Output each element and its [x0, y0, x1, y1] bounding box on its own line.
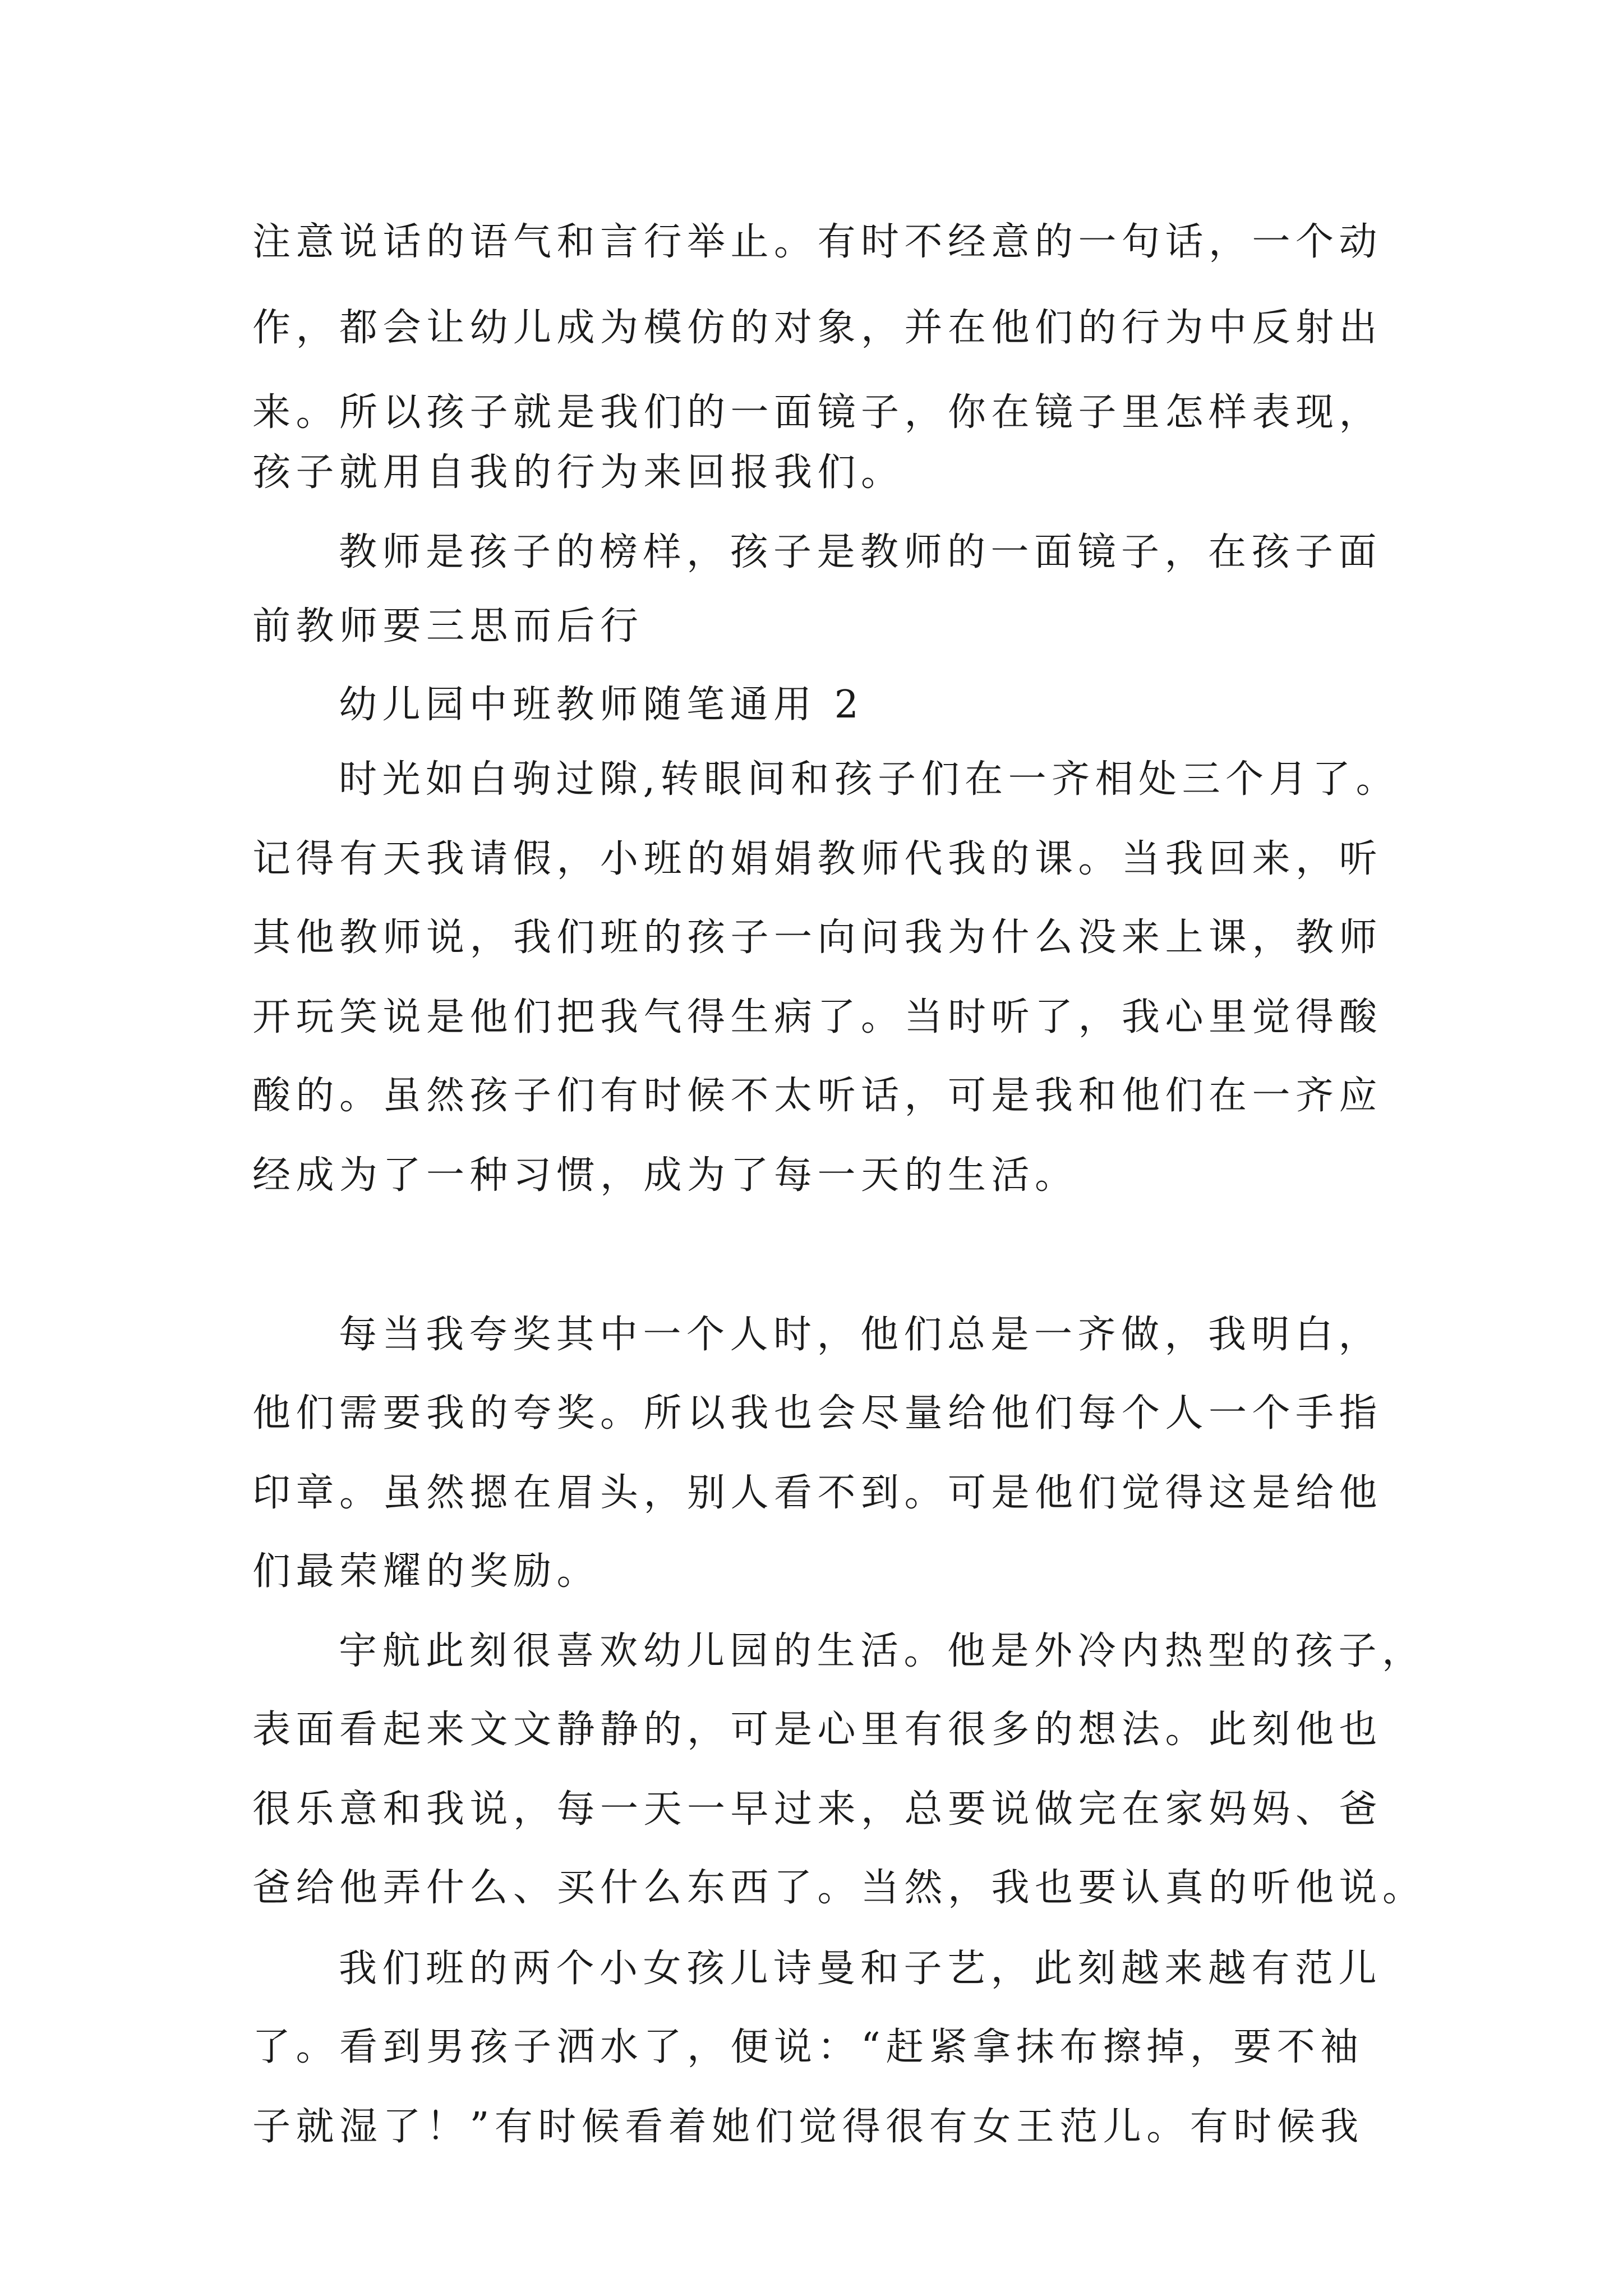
text-line: 酸的。虽然孩子们有时候不太听话，可是我和他们在一齐应: [252, 1074, 1383, 1118]
text-line: 时光如白驹过隙,转眼间和孩子们在一齐相处三个月了。: [339, 757, 1400, 802]
text-line: 经成为了一种习惯，成为了每一天的生活。: [252, 1153, 1078, 1198]
text-line: 们最荣耀的奖励。: [252, 1549, 601, 1594]
text-line: 子就湿了！”有时候看着她们觉得很有女王范儿。有时候我: [252, 2105, 1364, 2149]
text-line: 孩子就用自我的行为来回报我们。: [252, 450, 905, 495]
text-line: 表面看起来文文静静的，可是心里有很多的想法。此刻他也: [252, 1708, 1383, 1752]
text-line: 了。看到男孩子洒水了，便说：“赶紧拿抹布擦掉，要不袖: [252, 2025, 1364, 2069]
text-line: 很乐意和我说，每一天一早过来，总要说做完在家妈妈、爸: [252, 1787, 1383, 1832]
text-line: 我们班的两个小女孩儿诗曼和子艺，此刻越来越有范儿: [339, 1947, 1382, 1991]
text-line: 宇航此刻很喜欢幼儿园的生活。他是外冷内热型的孩子，: [339, 1629, 1426, 1673]
text-line: 其他教师说，我们班的孩子一向问我为什么没来上课，教师: [252, 915, 1383, 960]
text-line: 他们需要我的夸奖。所以我也会尽量给他们每个人一个手指: [252, 1391, 1383, 1435]
text-line: 来。所以孩子就是我们的一面镜子，你在镜子里怎样表现，: [252, 390, 1383, 435]
text-line: 记得有天我请假，小班的娟娟教师代我的课。当我回来，听: [252, 837, 1383, 881]
text-line: 前教师要三思而后行: [252, 604, 644, 648]
text-line: 注意说话的语气和言行举止。有时不经意的一句话，一个动: [252, 220, 1383, 264]
section-heading: 幼儿园中班教师随笔通用 2: [339, 683, 864, 727]
text-line: 教师是孩子的榜样，孩子是教师的一面镜子，在孩子面: [339, 530, 1382, 574]
text-line: 爸给他弄什么、买什么东西了。当然，我也要认真的听他说。: [252, 1866, 1426, 1910]
text-line: 作，都会让幼儿成为模仿的对象，并在他们的行为中反射出: [252, 306, 1383, 350]
text-line: 每当我夸奖其中一个人时，他们总是一齐做，我明白，: [339, 1313, 1382, 1357]
text-line: 印章。虽然摁在眉头，别人看不到。可是他们觉得这是给他: [252, 1471, 1383, 1515]
text-line: 开玩笑说是他们把我气得生病了。当时听了，我心里觉得酸: [252, 995, 1383, 1039]
